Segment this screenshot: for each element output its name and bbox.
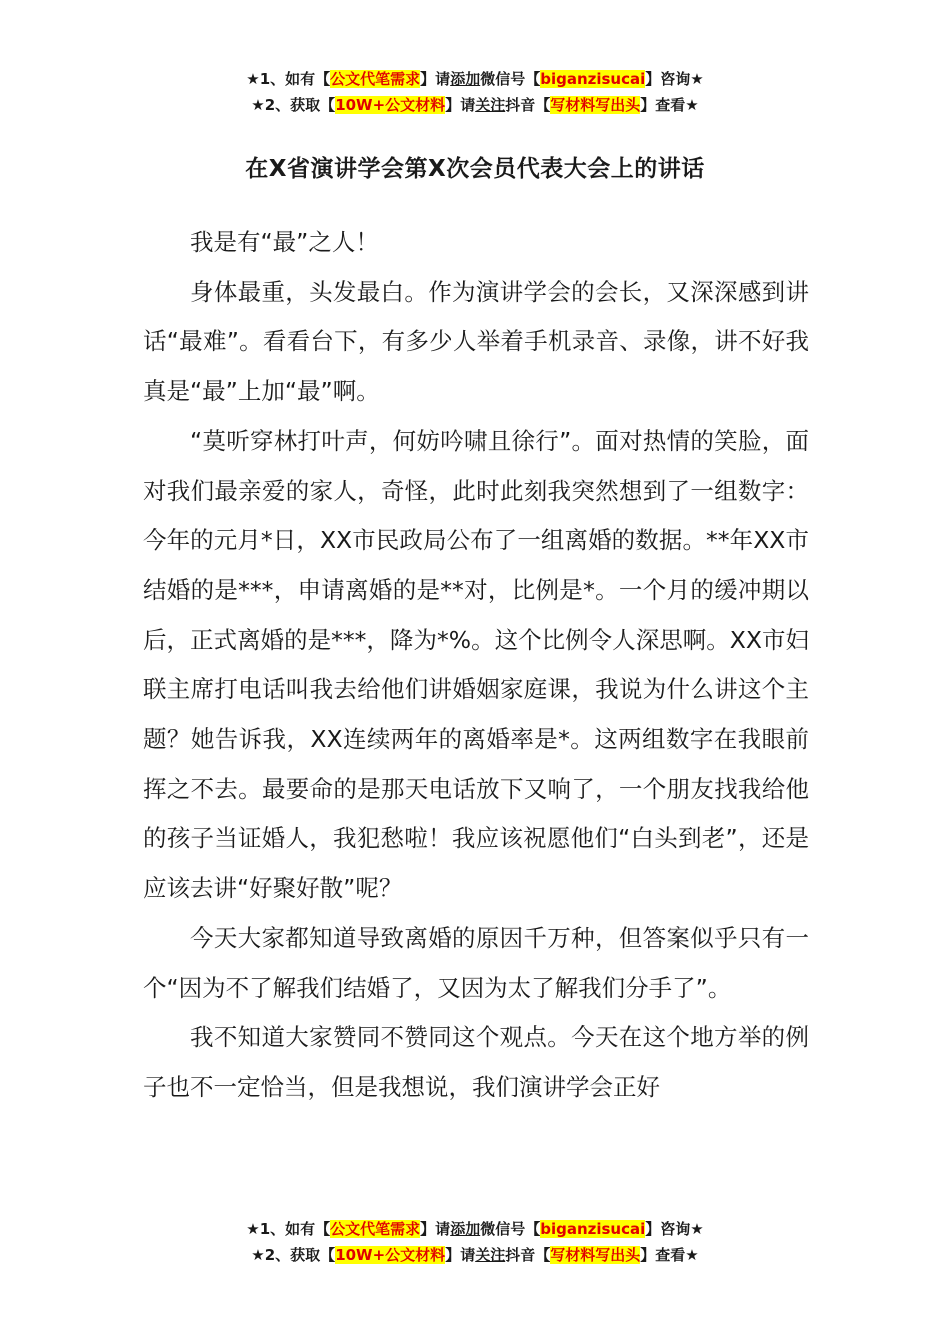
document-body — [143, 218, 809, 1113]
highlight-materials: 10W+公文材料 — [335, 96, 446, 114]
banner-text: 抖音【 — [505, 1246, 551, 1264]
banner-line-2 — [0, 92, 950, 118]
emphasis-text: 关注 — [475, 96, 506, 114]
banner-text: 微信号【 — [480, 1220, 541, 1238]
emphasis-text: 添加 — [450, 70, 481, 88]
document-title: 在X省演讲学会第X次会员代表大会上的讲话 — [245, 156, 705, 182]
banner-text: 】请 — [445, 96, 476, 114]
highlight-service: 公文代笔需求 — [330, 70, 421, 88]
highlight-materials: 10W+公文材料 — [335, 1246, 446, 1264]
bottom-banner — [0, 1216, 950, 1268]
paragraph: “莫听穿林打叶声，何妨吟啸且徐行”。面对热情的笑脸，面对我们最亲爱的家人，奇怪，此时此刻我突然想到了一组数字：今年的元月*日，XX市民政局公布了一组离婚的数据。**年XX市结婚的是***，申请离婚的是**对，比例是*。一个月的缓冲期以后，正式离婚的是***，降为*%。这个比例令人深思啊。XX市妇联主席打电话叫我去给他们讲婚姻家庭课，我说为什么讲这个主题？她告诉我，XX连续两年的离婚率是*。这两组数字在我眼前挥之不去。最要命的是那天电话放下又响了，一个朋友找我给他的孩子当证婚人，我犯愁啦！我应该祝愿他们“白头到老”，还是应该去讲“好聚好散”呢？ — [143, 426, 809, 903]
banner-text: ★1、如有【 — [246, 70, 331, 88]
paragraph: 我是有“最”之人！ — [190, 228, 379, 256]
banner-text: 微信号【 — [480, 70, 541, 88]
emphasis-text: 关注 — [475, 1246, 506, 1264]
emphasis-text: 添加 — [450, 1220, 481, 1238]
banner-line-1 — [0, 1216, 950, 1242]
paragraph: 今天大家都知道导致离婚的原因千万种，但答案似乎只有一个“因为不了解我们结婚了，又因为太了解我们分手了”。 — [143, 923, 809, 1002]
highlight-service: 公文代笔需求 — [330, 1220, 421, 1238]
banner-text: ★2、获取【 — [251, 1246, 336, 1264]
banner-text: ★2、获取【 — [251, 96, 336, 114]
banner-text: 】请 — [420, 1220, 451, 1238]
banner-text: 】请 — [445, 1246, 476, 1264]
highlight-douyin-account: 写材料写出头 — [550, 96, 641, 114]
banner-text: 】请 — [420, 70, 451, 88]
banner-text: 】咨询★ — [645, 1220, 704, 1238]
banner-text: 】查看★ — [640, 96, 699, 114]
highlight-wechat-id: biganzisucai — [540, 70, 646, 88]
banner-line-1 — [0, 66, 950, 92]
highlight-wechat-id: biganzisucai — [540, 1220, 646, 1238]
paragraph: 身体最重，头发最白。作为演讲学会的会长，又深深感到讲话“最难”。看看台下，有多少人举着手机录音、录像，讲不好我真是“最”上加“最”啊。 — [143, 277, 809, 406]
banner-text: 】咨询★ — [645, 70, 704, 88]
top-banner — [0, 66, 950, 118]
banner-line-2 — [0, 1242, 950, 1268]
banner-text: ★1、如有【 — [246, 1220, 331, 1238]
banner-text: 抖音【 — [505, 96, 551, 114]
highlight-douyin-account: 写材料写出头 — [550, 1246, 641, 1264]
paragraph: 我不知道大家赞同不赞同这个观点。今天在这个地方举的例子也不一定恰当，但是我想说，我们演讲学会正好 — [143, 1023, 809, 1101]
banner-text: 】查看★ — [640, 1246, 699, 1264]
